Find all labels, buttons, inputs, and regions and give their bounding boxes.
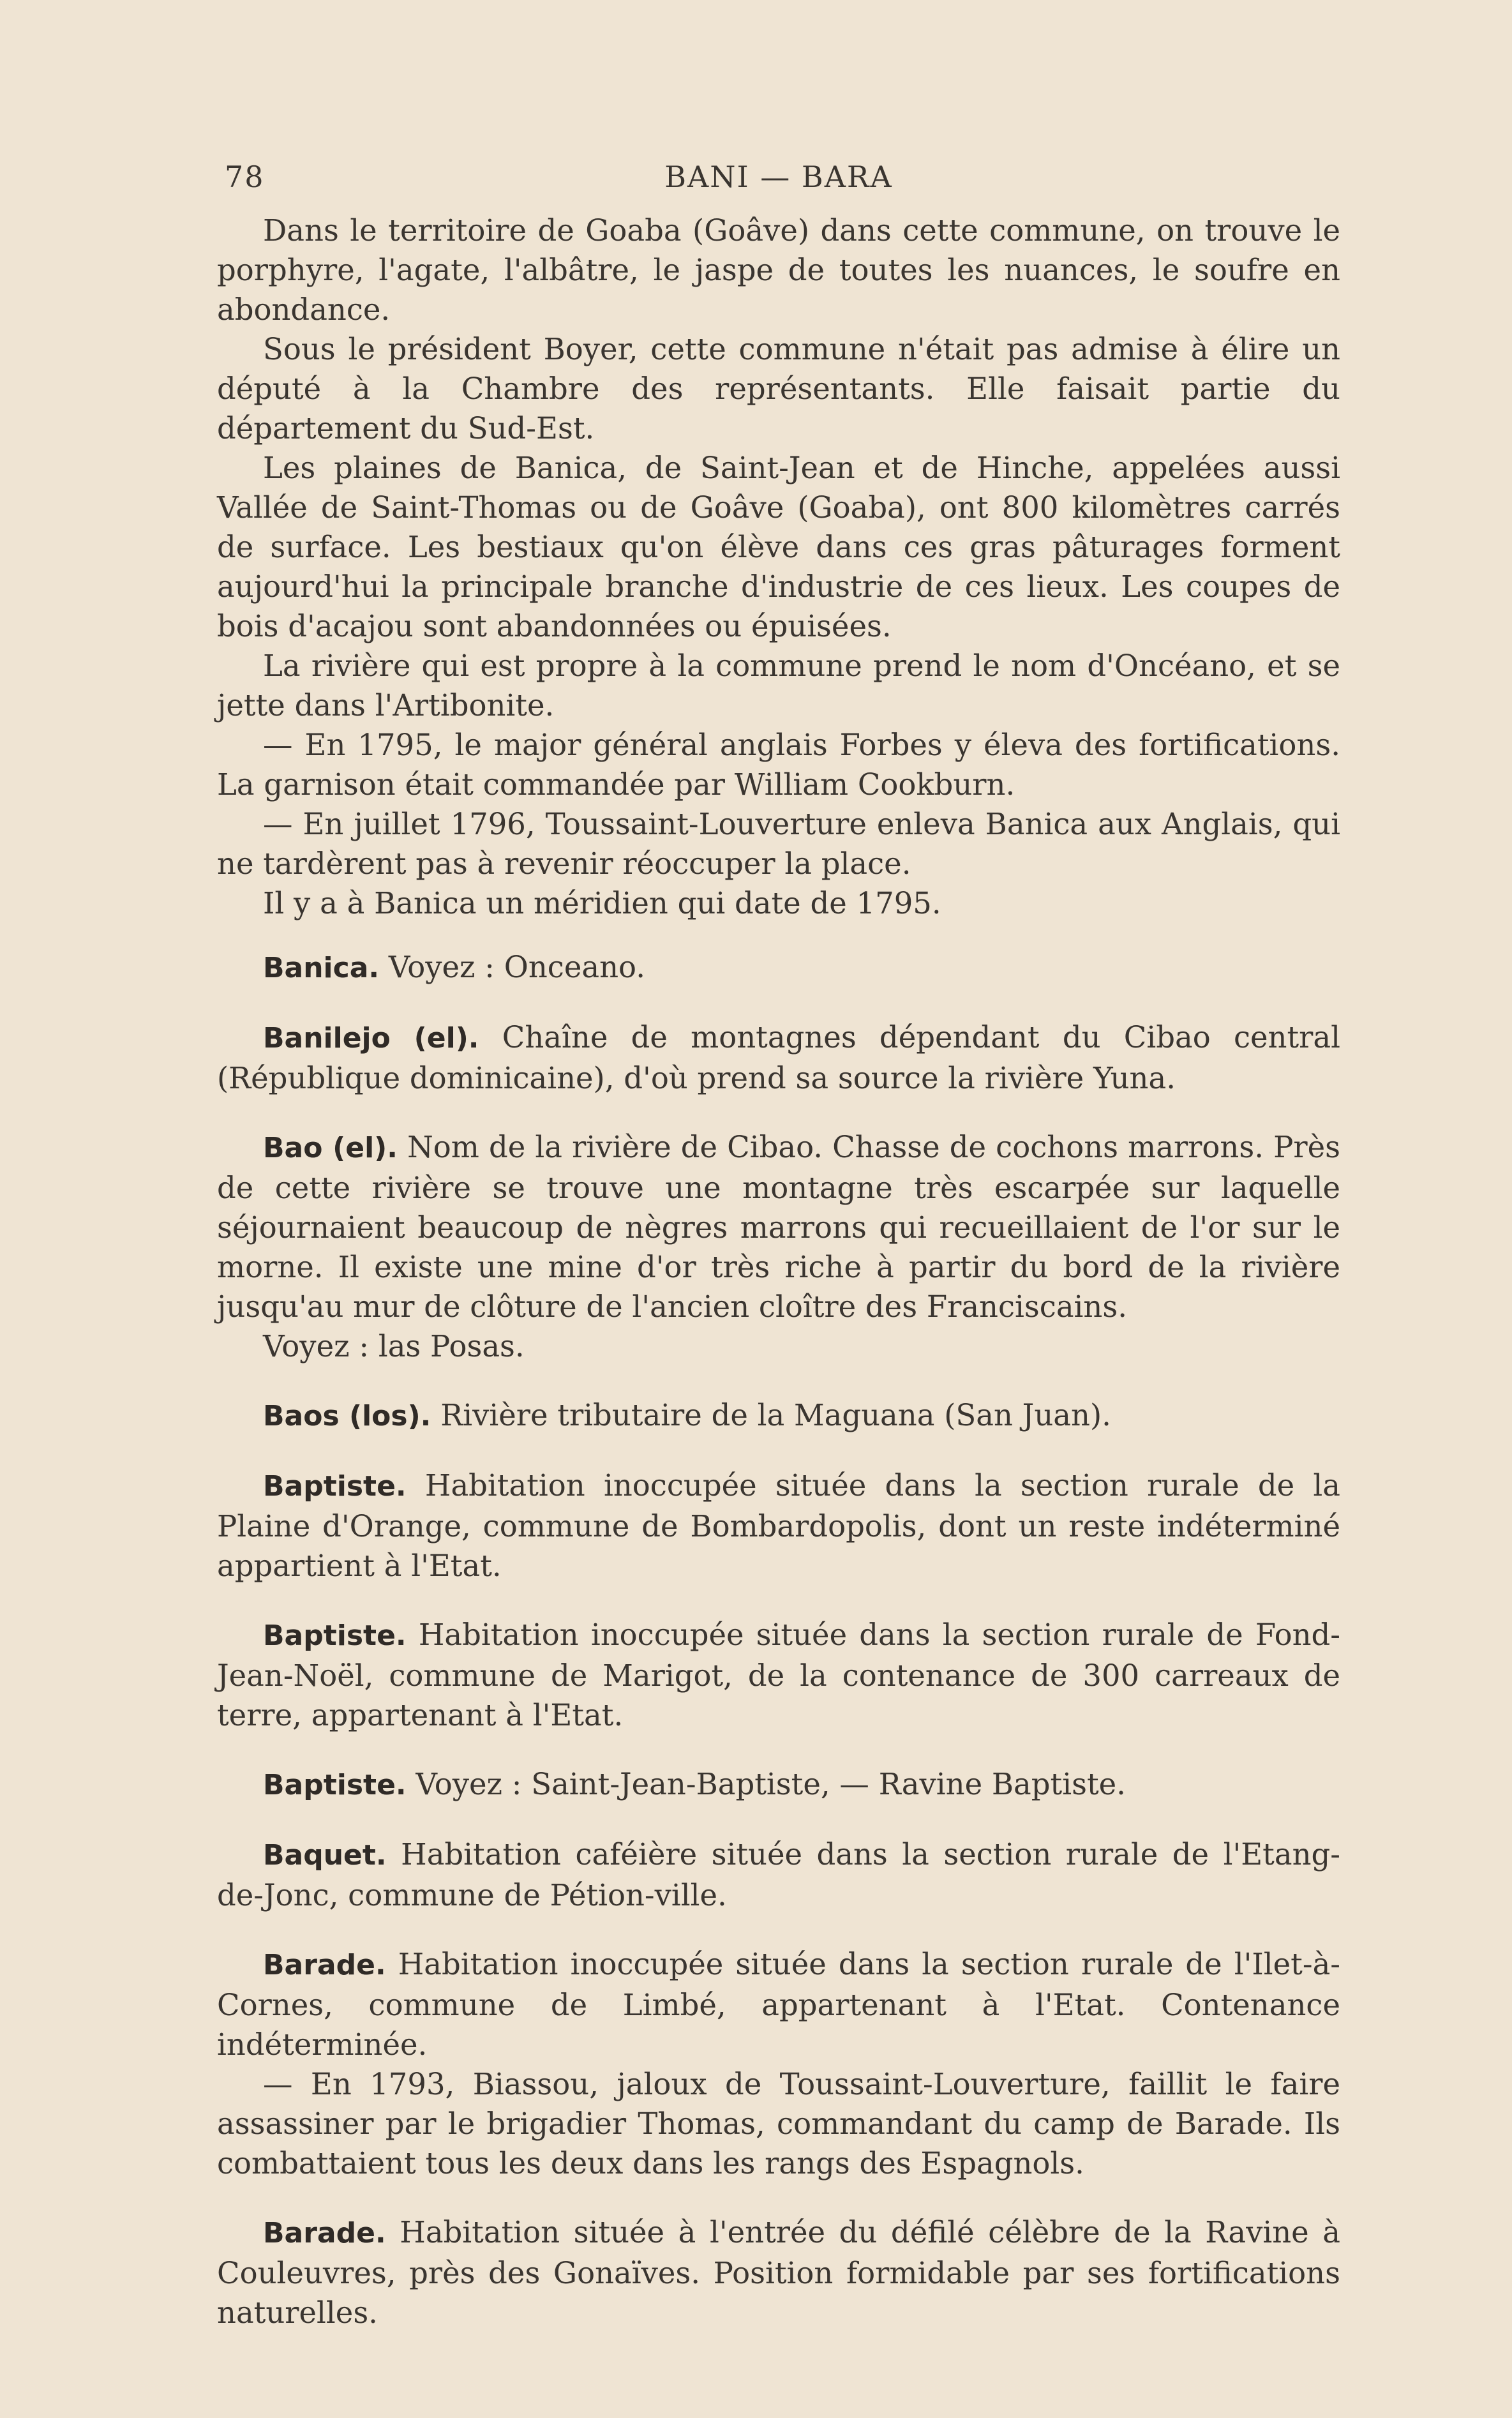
entry-text: Habitation inoccupée située dans la section rurale de Fond-Jean-Noël, commune de Marigot, de la contenance de 300 carreaux de terre, appartenant à l'Etat.	[217, 1618, 1341, 1732]
entry-text: Chaîne de montagnes dépendant du Cibao central (République dominicaine), d'où prend sa source la rivière Yuna.	[217, 1020, 1340, 1095]
dictionary-entry	[217, 2212, 1340, 2332]
dictionary-entry	[217, 1944, 1340, 2064]
dictionary-entry	[217, 1395, 1340, 1436]
entry-headword: Baptiste.	[263, 1470, 407, 1503]
entry-headword: Baos (los).	[263, 1400, 431, 1432]
dictionary-entry	[217, 1466, 1340, 1586]
entry-headword: Banica.	[263, 952, 380, 984]
entry-text: Nom de la rivière de Cibao. Chasse de cochons marrons. Près de cette rivière se trouve une montagne très escarpée sur laquelle séjournaient beaucoup de nègres marrons qui recueillaient de l'or sur le morne. Il existe une mine d'or très riche à partir du bord de la rivière jusqu'au mur de clôture de l'ancien cloître des Franciscains.	[217, 1130, 1341, 1324]
entry-text: Habitation caféière située dans la section rurale de l'Etang-de-Jonc, commune de Pétion-ville.	[217, 1837, 1341, 1912]
entry-text: Habitation située à l'entrée du défilé célèbre de la Ravine à Couleuvres, près des Gonaïves. Position formidable par ses fortifications naturelles.	[217, 2215, 1341, 2330]
dictionary-entry	[217, 947, 1340, 988]
paragraph: — En 1795, le major général anglais Forbes y éleva des fortifications. La garnison était commandée par William Cookburn.	[217, 728, 1340, 802]
dictionary-entry	[217, 1764, 1340, 1805]
entry-continuation: — En 1793, Biassou, jaloux de Toussaint-Louverture, faillit le faire assassiner par le brigadier Thomas, commandant du camp de Barade. Ils combattaient tous les deux dans les rangs des Espagnols.	[217, 2067, 1340, 2181]
paragraph: Dans le territoire de Goaba (Goâve) dans cette commune, on trouve le porphyre, l'agate, l'albâtre, le jaspe de toutes les nuances, le soufre en abondance.	[217, 213, 1340, 327]
entry-text: Habitation inoccupée située dans la section rurale de l'Ilet-à-Cornes, commune de Limbé, appartenant à l'Etat. Contenance indéterminée.	[217, 1947, 1341, 2062]
intro-section	[217, 211, 1340, 923]
entry-headword: Baptiste.	[263, 1619, 407, 1652]
paragraph: Les plaines de Banica, de Saint-Jean et de Hinche, appelées aussi Vallée de Saint-Thomas ou de Goâve (Goaba), ont 800 kilomètres carrés de surface. Les bestiaux qu'on élève dans ces gras pâturages forment aujourd'hui la principale branche d'industrie de ces lieux. Les coupes de bois d'acajou sont abandonnées ou épuisées.	[217, 451, 1340, 643]
entries-list	[217, 947, 1340, 2332]
entry-headword: Banilejo (el).	[263, 1022, 479, 1055]
book-page	[217, 160, 1340, 2332]
entry-headword: Barade.	[263, 1949, 386, 1981]
entry-headword: Baquet.	[263, 1839, 387, 1872]
paragraph: Il y a à Banica un méridien qui date de 1795.	[263, 886, 941, 920]
entry-headword: Baptiste.	[263, 1769, 407, 1801]
entry-text: Voyez : Onceano.	[388, 950, 645, 984]
paragraph: — En juillet 1796, Toussaint-Louverture enleva Banica aux Anglais, qui ne tardèrent pas à revenir réoccuper la place.	[217, 807, 1340, 881]
paragraph: La rivière qui est propre à la commune prend le nom d'Oncéano, et se jette dans l'Artibonite.	[217, 649, 1340, 723]
dictionary-entry	[217, 1835, 1340, 1915]
dictionary-entry	[217, 1127, 1340, 1326]
paragraph: Sous le président Boyer, cette commune n'était pas admise à élire un député à la Chambre des représentants. Elle faisait partie du département du Sud-Est.	[217, 332, 1340, 446]
entry-headword: Barade.	[263, 2217, 386, 2249]
running-head	[217, 160, 1340, 211]
entry-headword: Bao (el).	[263, 1132, 398, 1164]
running-title: BANI — BARA	[664, 160, 893, 194]
entry-text: Habitation inoccupée située dans la section rurale de la Plaine d'Orange, commune de Bombardopolis, dont un reste indéterminé appartient à l'Etat.	[217, 1468, 1341, 1583]
page-number: 78	[225, 160, 265, 194]
entry-text: Voyez : Saint-Jean-Baptiste, — Ravine Baptiste.	[415, 1767, 1126, 1801]
entry-text: Rivière tributaire de la Maguana (San Juan).	[440, 1398, 1111, 1432]
entry-continuation: Voyez : las Posas.	[263, 1329, 525, 1363]
dictionary-entry	[217, 1018, 1340, 1098]
dictionary-entry	[217, 1615, 1340, 1735]
